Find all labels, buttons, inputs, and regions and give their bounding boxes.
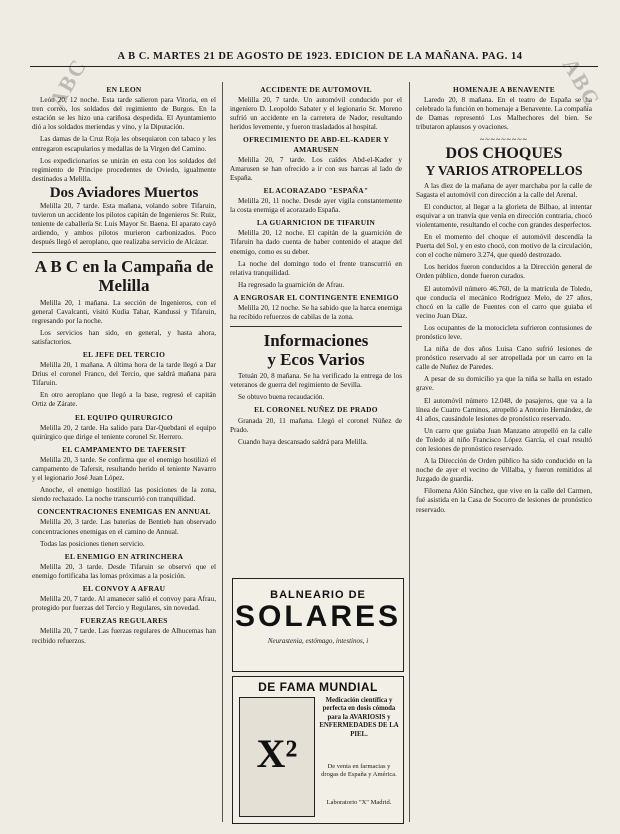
paragraph: Melilla 20, 7 tarde. Esta mañana, volando sobre Tifaruin, tuvieron un accidente los pilotos capitán de Ingenieros Sr. Ruiz, teniente de caballería Sr. Luis Mayor Sr. Baena. El aparato cayó ardiendo, y ambos pilotos murieron carbonizados. Poco después llegó el aeroplano, que realizaba servicio de Alcázar. xyxy=(32,202,216,247)
paragraph: Los ocupantes de la motocicleta sufrieron contusiones de pronóstico leve. xyxy=(416,323,592,341)
headline-ecos-varios: y Ecos Varios xyxy=(267,350,365,370)
paragraph: Melilla 20, 1 mañana. La sección de Ingenieros, con el general Cavalcanti, visitó Kudia Tahar, Kandussi y Tifaruin, regresando por la noche. xyxy=(32,298,216,325)
paragraph: A pesar de su domicilio ya que la niña se halla en estado grave. xyxy=(416,375,592,393)
ad-balneario-line1: BALNEARIO DE xyxy=(270,589,366,601)
section-title: CONCENTRACIONES ENEMIGAS EN ANNUAL xyxy=(37,507,211,517)
paragraph: Cuando haya descansado saldrá para Melilla. xyxy=(238,437,368,446)
headline-aviadores: Dos Aviadores Muertos xyxy=(49,184,199,201)
column-1 xyxy=(32,82,216,649)
section-title: LA GUARNICION DE TIFARUIN xyxy=(256,218,376,228)
section-title: EL CAMPAMENTO DE TAFERSIT xyxy=(62,444,186,454)
paragraph: Melilla 20, 7 tarde. Un automóvil conducido por el ingeniero D. Leopoldo Sabater y el legionario Sr. Moreno sufrió un accidente en la carretera de Nador, resultando heridos levemente, y fueron trasladados al hospital. xyxy=(230,96,402,132)
watermark-left: ABC xyxy=(43,53,92,112)
paragraph: Granada 20, 11 mañana. Llegó el coronel Núñez de Prado. xyxy=(230,416,402,434)
ad-fama-product-logo: X² xyxy=(256,731,298,776)
section-title: OFRECIMIENTO DE ABD-EL-KADER Y AMARUSEN xyxy=(243,135,389,154)
headline-dos-choques: DOS CHOQUES xyxy=(445,144,563,162)
header-rule xyxy=(30,66,598,67)
section-title: FUERZAS REGULARES xyxy=(80,616,168,626)
section-title: EL CORONEL NUÑEZ DE PRADO xyxy=(254,405,378,415)
column-divider-1 xyxy=(222,82,223,822)
section-title: A ENGROSAR EL CONTINGENTE ENEMIGO xyxy=(233,292,399,302)
paragraph: Ha regresado la guarnición de Afrau. xyxy=(238,280,345,289)
paragraph: Los heridos fueron conducidos a la Dirección general de Orden público, donde fueron curados. xyxy=(416,263,592,281)
paragraph: Se obtuvo buena recaudación. xyxy=(238,393,325,402)
section-title: EL EQUIPO QUIRURGICO xyxy=(75,412,173,422)
paragraph: Laredo 20, 8 mañana. En el teatro de España se ha celebrado la función en homenaje a Benavente. La compañía de Damas representó Los Malhechores del bien. Se tributaron aplausos y ovaciones. xyxy=(416,96,592,132)
ad-fama-text2: De venta en farmacias y drogas de España y América. xyxy=(321,763,397,778)
ad-fama-title: DE FAMA MUNDIAL xyxy=(258,680,378,694)
paragraph: La noche del domingo todo el frente transcurrió en relativa tranquilidad. xyxy=(230,259,402,277)
paragraph: León 20, 12 noche. Esta tarde salieron para Vitoria, en el tren correo, los soldados del regimiento de Burgos. En la estación se les hizo una cariñosa despedida. El Ayuntamiento dió a los soldados meriendas y vino, y la Diputación. xyxy=(32,96,216,132)
section-title: EL ACORAZADO "ESPAÑA" xyxy=(263,185,369,195)
paragraph: En otro aeroplano que llegó a la base, regresó el capitán Ortiz de Zárate. xyxy=(32,391,216,409)
paragraph: Anoche, el enemigo hostilizó las posiciones de la zona, siendo rechazado. La noche transcurrió con tranquilidad. xyxy=(32,486,216,504)
ad-fama-text: Medicación científica y perfecta en dosis cómoda para la AVARIOSIS y ENFERMEDADES DE LA PIEL. xyxy=(319,697,399,738)
column-3 xyxy=(416,82,592,518)
paragraph: Melilla 20, 7 tarde. Las fuerzas regulares de Alhucemas han recibido refuerzos. xyxy=(32,627,216,645)
paragraph: Todas las posiciones tienen servicio. xyxy=(40,539,145,548)
paragraph: Melilla 20, 7 tarde. Al amanecer salió el convoy para Afrau, protegido por fuerzas del Tercio y Regulares, sin novedad. xyxy=(32,595,216,613)
paragraph: Melilla 20, 1 mañana. A última hora de la tarde llegó a Dar Drius el coronel Franco, del Tercio, que saldrá mañana para Tifaruin. xyxy=(32,361,216,388)
headline-informaciones: Informaciones xyxy=(263,331,369,351)
section-title: ACCIDENTE DE AUTOMOVIL xyxy=(260,85,372,94)
column-divider-2 xyxy=(409,82,410,822)
section-title: EL ENEMIGO EN ATRINCHERA xyxy=(64,551,184,561)
watermark-right: ABC xyxy=(557,53,606,112)
paragraph: Los servicios han sido, en general, y hasta ahora, satisfactorios. xyxy=(32,328,216,346)
paragraph: Melilla 20, 2 tarde. Ha salido para Dar-Quebdani el equipo quirúrgico que dirige el teniente coronel Sr. Herrero. xyxy=(32,423,216,441)
paragraph: En el momento del choque el automóvil descendía la Puerta del Sol, y en esto chocó, con motivo de la circulación, con el coche número 3.274, que quedó destrozado. xyxy=(416,233,592,260)
paragraph: El conductor, al llegar a la glorieta de Bilbao, al intentar esquivar a un tranvía que venía en dirección contraria, chocó violentamente, resultando el coche con grandes desperfectos. xyxy=(416,202,592,229)
divider xyxy=(32,252,216,253)
column-2 xyxy=(230,82,402,450)
paragraph: Melilla 20, 11 noche. Desde ayer vigila constantemente la costa enemiga el acorazado España. xyxy=(230,197,402,215)
ad-balneario-solares xyxy=(232,578,404,672)
ad-balneario-line3: Neurastenia, estómago, intestinos, i xyxy=(267,637,369,645)
paragraph: La niña de dos años Luisa Cano sufrió lesiones de pronóstico reservado al ser atropellada por un carro en la calle de Nuñez de Paredes. xyxy=(416,345,592,372)
ad-fama-product-box xyxy=(239,697,315,817)
paragraph: Filomena Alón Sánchez, que vive en la calle del Carmen, fué asistida en la Casa de Socorro de lesiones de pronóstico reservado. xyxy=(416,487,592,514)
paragraph: Un carro que guiaba Juan Manzano atropelló en la calle de Toledo al niño Francisco López García, el cual resultó con lesiones de pronóstico reservado. xyxy=(416,426,592,453)
page-header: A B C. MARTES 21 DE AGOSTO DE 1923. EDICION DE LA MAÑANA. PAG. 14 xyxy=(117,51,523,62)
ornament: ~~~~~~~~~ xyxy=(480,135,528,145)
paragraph: Melilla 20, 12 noche. Se ha sabido que la harca enemiga ha recibido refuerzos de cabilas de la zona. xyxy=(230,303,402,322)
section-title: HOMENAJE A BENAVENTE xyxy=(453,85,555,94)
headline-abc-campana: A B C en la Campaña de Melilla xyxy=(34,256,214,295)
ad-fama-lab: Laboratorio "X" Madrid. xyxy=(326,799,392,806)
paragraph: El automóvil número 12.048, de pasajeros, que va a la línea de Cuatro Caminos, atropelló a Antonio Hernández, de 41 años, causándole lesiones de pronóstico reservado. xyxy=(416,396,592,423)
section-title: EN LEON xyxy=(106,85,142,94)
paragraph: Melilla 20, 3 tarde. Se confirma que el enemigo hostilizó el campamento de Tafersit, resultando herido el teniente Navarro y el legionario José Juan López. xyxy=(32,455,216,483)
paragraph: Las damas de la Cruz Roja les obsequiaron con tabaco y les entregaron escapularios y medallas de la Virgen del Camino. xyxy=(32,135,216,153)
ad-balneario-line2: SOLARES xyxy=(234,600,402,633)
paragraph: Melilla 20, 3 tarde. Las baterías de Bentieb han observado concentraciones enemigas en el camino de Annual. xyxy=(32,518,216,536)
ad-fama-mundial xyxy=(232,676,404,824)
paragraph: A la Dirección de Orden público ha sido conducido en la noche de ayer el vecino de Villalba, y fueron remitidos al Juzgado de guardia. xyxy=(416,457,592,484)
divider xyxy=(230,326,402,327)
headline-atropellos: Y VARIOS ATROPELLOS xyxy=(425,162,583,178)
paragraph: Los expedicionarios se unirán en esta con los soldados del regimiento de Principe procedentes de Oviedo, igualmente destinados a Melilla. xyxy=(32,156,216,183)
section-title: EL JEFE DEL TERCIO xyxy=(82,349,166,359)
section-title: EL CONVOY A AFRAU xyxy=(82,584,166,594)
paragraph: Tetuán 20, 8 mañana. Se ha verificado la entrega de los veteranos de guerra del regimiento de Sevilla. xyxy=(230,372,402,390)
paragraph: Melilla 20, 3 tarde. Desde Tifaruin se observó que el enemigo fortificaba las lomas próximas a la posición. xyxy=(32,562,216,580)
paragraph: El automóvil número 46.760, de la matrícula de Toledo, que conducía el mecánico Rodríguez Melo, de 27 años, chocó en la calle de Fuentes con el carro que guiaba el vecino Juan Díaz. xyxy=(416,284,592,320)
paragraph: Melilla 20, 12 noche. El capitán de la guarnición de Tifaruin ha dado cuenta de haber contenido el ataque del enemigo, como es su deber. xyxy=(230,229,402,256)
paragraph: A las diez de la mañana de ayer marchaba por la calle de Sagasta el automóvil con dirección a la calle del Arenal. xyxy=(416,181,592,199)
paragraph: Melilla 20, 7 tarde. Los caídes Abd-el-Kader y Amarusen se han ofrecido a ir con sus harcas al lado de España. xyxy=(230,155,402,182)
